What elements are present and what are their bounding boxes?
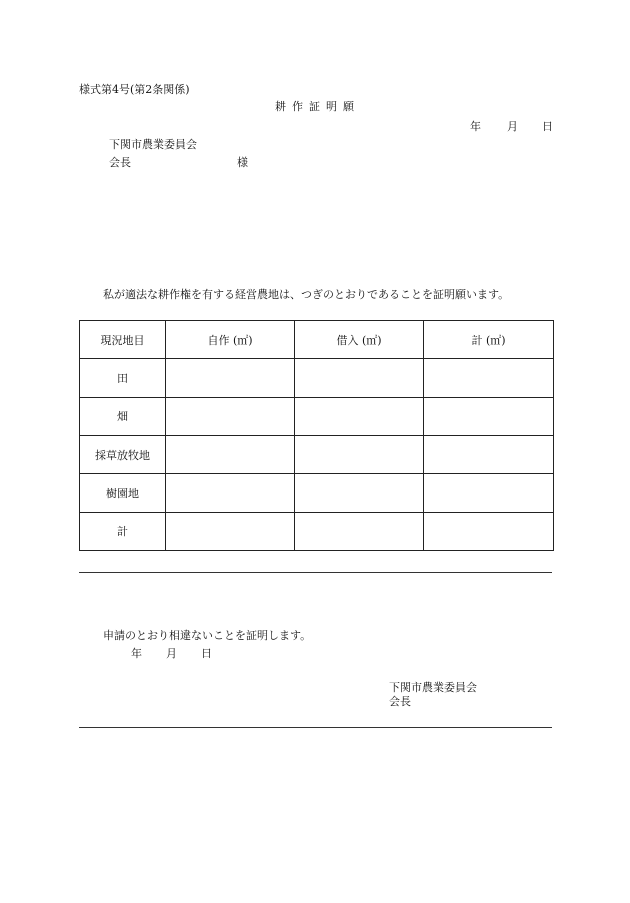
date-year-label: 年 <box>131 647 142 660</box>
table-row <box>80 474 554 512</box>
own-area-field[interactable] <box>166 435 295 473</box>
table-header-row <box>80 321 554 359</box>
application-statement: 私が適法な耕作権を有する経営農地は、つぎのとおりであることを証明願います。 <box>103 288 510 301</box>
row-label: 田 <box>80 359 166 397</box>
bottom-divider <box>79 727 552 728</box>
application-date <box>470 121 553 132</box>
farmland-area-table <box>79 320 554 551</box>
table-row <box>80 435 554 473</box>
date-day-label: 日 <box>542 120 553 133</box>
rented-area-field[interactable] <box>295 397 424 435</box>
rented-area-field[interactable] <box>295 359 424 397</box>
certifier-organization: 下関市農業委員会 <box>389 681 477 694</box>
row-label: 畑 <box>80 397 166 435</box>
total-area-field[interactable] <box>424 359 554 397</box>
header-land-category: 現況地目 <box>80 321 166 359</box>
form-number: 様式第4号(第2条関係) <box>79 83 190 96</box>
own-area-field[interactable] <box>166 474 295 512</box>
date-month-label: 月 <box>166 647 177 660</box>
certification-text: 申請のとおり相違ないことを証明します。 <box>103 629 312 642</box>
total-area-field[interactable] <box>424 474 554 512</box>
certifier-chair: 会長 <box>389 695 411 708</box>
total-area-field[interactable] <box>424 512 554 550</box>
date-day-label: 日 <box>201 647 212 660</box>
table-row-total <box>80 512 554 550</box>
own-area-field[interactable] <box>166 397 295 435</box>
row-label: 樹園地 <box>80 474 166 512</box>
header-total-area: 計 (㎡) <box>424 321 554 359</box>
own-area-field[interactable] <box>166 359 295 397</box>
header-rented-area: 借入 (㎡) <box>295 321 424 359</box>
row-label: 採草放牧地 <box>80 435 166 473</box>
rented-area-field[interactable] <box>295 435 424 473</box>
document-title: 耕作証明願 <box>275 100 360 113</box>
header-own-area: 自作 (㎡) <box>166 321 295 359</box>
section-divider <box>79 572 552 573</box>
table-row <box>80 397 554 435</box>
row-label: 計 <box>80 512 166 550</box>
total-area-field[interactable] <box>424 435 554 473</box>
own-area-field[interactable] <box>166 512 295 550</box>
date-month-label: 月 <box>507 120 518 133</box>
rented-area-field[interactable] <box>295 474 424 512</box>
table-row <box>80 359 554 397</box>
rented-area-field[interactable] <box>295 512 424 550</box>
addressee-honorific: 様 <box>237 156 248 169</box>
certification-date <box>131 648 212 659</box>
date-year-label: 年 <box>470 120 481 133</box>
addressee-chair: 会長 <box>109 156 131 169</box>
total-area-field[interactable] <box>424 397 554 435</box>
addressee-organization: 下関市農業委員会 <box>109 138 197 151</box>
